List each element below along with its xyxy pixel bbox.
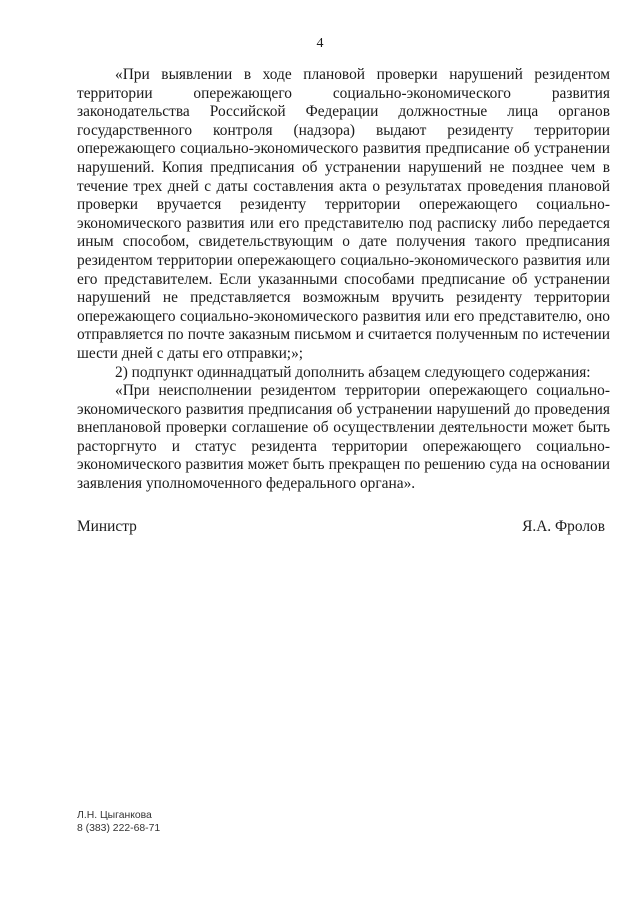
- paragraph-non-compliance: «При неисполнении резидентом территории опережающего социально-экономического развития предписания об устранении нарушений до проведения внеплановой проверки соглашение об осуществлении деятельности может быть расторгнуто и статус резидента территории опережающего социально-экономического развития может быть прекращен по решению суда на основании заявления уполномоченного федерального органа».: [77, 382, 610, 493]
- signatory-name: Я.А. Фролов: [522, 518, 605, 535]
- signature-block: [77, 518, 605, 536]
- page-number: 4: [316, 36, 324, 51]
- signatory-title: Министр: [77, 518, 137, 535]
- executor-phone: 8 (383) 222-68-71: [77, 823, 161, 834]
- paragraph-subclause-amendment: 2) подпункт одиннадцатый дополнить абзацем следующего содержания:: [115, 363, 591, 381]
- paragraph-inspection-violations: «При выявлении в ходе плановой проверки нарушений резидентом территории опережающего социально-экономического развития законодательства Российской Федерации должностные лица органов государственного контроля (надзора) выдают резиденту территории опережающего социально-экономического развития предписание об устранении нарушений. Копия предписания об устранении нарушений не позднее чем в течение трех дней с даты составления акта о результатах проведения плановой проверки вручается резиденту территории опережающего социально-экономического развития или его представителю под расписку либо передается иным способом, свидетельствующим о дате получения такого предписания резидентом территории опережающего социально-экономического развития или его представителем. Если указанными способами предписание об устранении нарушений не представляется возможным вручить резиденту территории опережающего социально-экономического развития или его представителю, оно отправляется по почте заказным письмом и считается полученным по истечении шести дней с даты его отправки;»;: [77, 66, 610, 362]
- executor-footer: [77, 809, 160, 835]
- document-body: [77, 66, 610, 494]
- executor-name: Л.Н. Цыганкова: [77, 810, 152, 821]
